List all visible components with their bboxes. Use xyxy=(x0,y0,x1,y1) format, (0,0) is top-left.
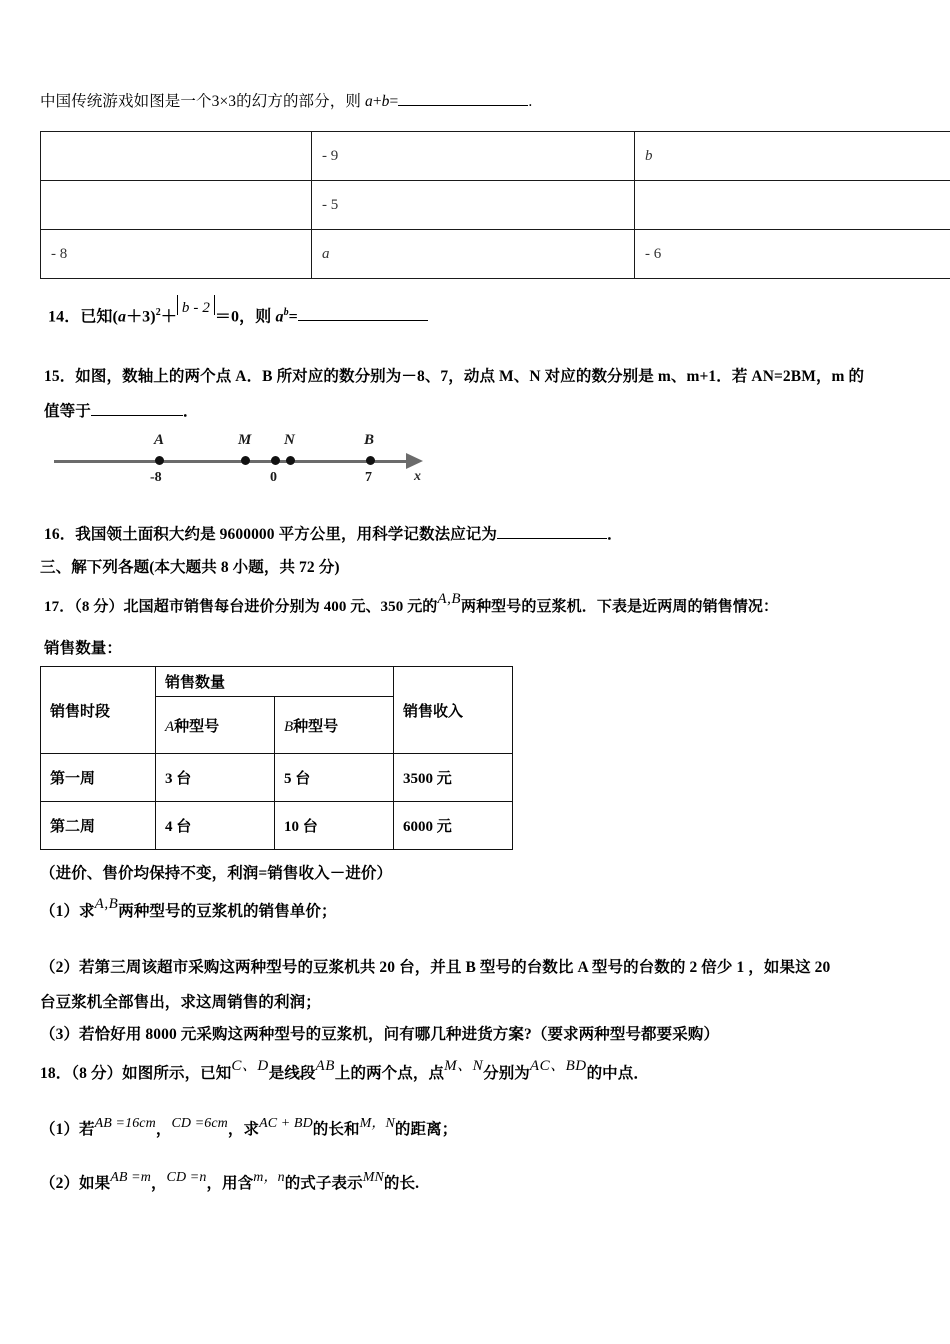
q18-lead-text: 18．（8 分）如图所示，已知 xyxy=(40,1065,232,1082)
question-17-sub1 xyxy=(40,896,337,924)
q14-number: 14． xyxy=(48,308,81,326)
q18-sub1-distance: 的距离； xyxy=(394,1121,458,1138)
table-row xyxy=(41,754,513,802)
q18-sub2-cd-value: CD =n xyxy=(166,1170,207,1185)
magic-cell-r2c1: a xyxy=(312,230,635,279)
q14-answer-blank[interactable] xyxy=(298,320,428,321)
point-value-origin: 0 xyxy=(270,470,277,485)
question-17-sub3: （3）若恰好用 8000 元采购这两种型号的豆浆机，问有哪几种进货方案?（要求两种型号都要采购） xyxy=(40,1026,720,1043)
q14-absolute-value: b - 2 xyxy=(177,297,215,320)
q14-known: 已知 xyxy=(80,308,113,326)
q14-inner-plus: ＋ xyxy=(126,308,143,326)
q18-segment-ab: AB xyxy=(315,1058,335,1074)
q17-lead-text: 17．（8 分）北国超市销售每台进价分别为 400 元、350 元的 xyxy=(44,599,438,615)
q17-lead-text-2: 两种型号的豆浆机．下表是近两周的销售情况： xyxy=(460,599,779,615)
q14-equals-zero: ＝0， xyxy=(214,308,256,326)
table-row xyxy=(41,802,513,850)
q13-var-b: b xyxy=(381,93,390,110)
row-1-income: 3500 元 xyxy=(394,754,513,802)
q15-line2-text: 值等于 xyxy=(44,403,91,420)
q14-result-exponent: b xyxy=(283,307,289,318)
question-17-stem xyxy=(44,591,779,619)
q18-sub1-ab-value: AB =16cm xyxy=(94,1116,156,1131)
question-18-sub1 xyxy=(40,1118,457,1141)
sales-table-caption: 销售数量： xyxy=(44,640,123,657)
q18-points-cd: C、D xyxy=(231,1058,269,1074)
q13-var-a: a xyxy=(364,93,373,110)
q18-sub2-express: 的式子表示 xyxy=(284,1175,363,1192)
q16-period: ． xyxy=(607,526,623,543)
q18-text-on: 上的两个点，点 xyxy=(334,1065,445,1082)
q18-sub2-using: ，用含 xyxy=(206,1175,254,1192)
point-label-b: B xyxy=(364,432,375,448)
question-17-sub2-line2: 台豆浆机全部售出，求这周销售的利润； xyxy=(40,994,321,1011)
magic-cell-r1c2 xyxy=(635,181,950,230)
table-row xyxy=(41,667,513,697)
arrow-icon xyxy=(406,453,423,469)
point-label-a: A xyxy=(154,432,165,448)
magic-cell-r0c1: - 9 xyxy=(312,132,635,181)
header-model-a xyxy=(156,697,275,754)
table-row xyxy=(41,230,950,279)
question-17-sub2-line1: （2）若第三周该超市采购这两种型号的豆浆机共 20 台，并且 B 型号的台数比 A 型号的台数的 2 倍少 1 ，如果这 20 xyxy=(40,959,831,976)
q18-sub2-ab-value: AB =m xyxy=(110,1170,151,1185)
q18-sub2-vars: m，n xyxy=(253,1170,285,1185)
q18-segments-ac-bd: AC、BD xyxy=(529,1058,587,1074)
point-label-n: N xyxy=(284,432,295,448)
q18-sub1-cd-value: CD =6cm xyxy=(171,1116,228,1131)
question-16-stem xyxy=(44,523,623,546)
axis-label-x: x xyxy=(414,469,421,484)
q17-models-math: A,B xyxy=(437,591,461,607)
section-3-heading: 三、解下列各题(本大题共 8 小题，共 72 分) xyxy=(40,559,340,576)
q18-points-mn: M、N xyxy=(444,1058,484,1074)
header-model-a-letter: A xyxy=(165,718,175,735)
q13-equals: = xyxy=(389,93,399,110)
q14-paren-open: ( xyxy=(112,308,118,326)
q18-sub1-length-and: 的长和 xyxy=(312,1121,360,1138)
q13-dimensions: 3×3 xyxy=(211,93,237,110)
row-2-model-a: 4 台 xyxy=(156,802,275,850)
header-income: 销售收入 xyxy=(394,667,513,754)
q17-sub1-text: （1）求 xyxy=(40,903,95,920)
q13-plus: + xyxy=(372,93,382,110)
q18-sub2-length: 的长. xyxy=(383,1175,420,1192)
q18-sub2-text: （2）如果 xyxy=(40,1175,111,1192)
magic-cell-r2c2: - 6 xyxy=(635,230,950,279)
point-dot-b xyxy=(366,456,375,465)
point-label-m: M xyxy=(238,432,252,448)
point-dot-origin xyxy=(271,456,280,465)
q15-answer-blank[interactable] xyxy=(91,415,183,416)
header-model-a-text: 种型号 xyxy=(174,718,220,735)
q14-result-base: a xyxy=(275,308,284,326)
number-line-figure xyxy=(40,424,460,496)
magic-cell-r0c2: b xyxy=(635,132,950,181)
point-value-b: 7 xyxy=(365,470,372,485)
q16-answer-blank[interactable] xyxy=(497,538,607,539)
magic-cell-r2c0: - 8 xyxy=(41,230,312,279)
question-14-stem xyxy=(48,300,428,329)
point-value-a: -8 xyxy=(150,470,162,485)
q18-sub1-text: （1）若 xyxy=(40,1121,95,1138)
header-model-b-text: 种型号 xyxy=(293,718,339,735)
q14-exponent-2: 2 xyxy=(155,307,161,318)
q18-sub1-comma: ， xyxy=(155,1121,172,1138)
q13-answer-blank[interactable] xyxy=(398,105,528,106)
table-row xyxy=(41,132,950,181)
q14-three-close: 3) xyxy=(142,308,156,326)
header-model-b-letter: B xyxy=(284,718,294,735)
q18-text-segment: 是线段 xyxy=(268,1065,316,1082)
q13-period: . xyxy=(528,93,533,110)
header-period: 销售时段 xyxy=(41,667,156,754)
q14-result-equals: = xyxy=(288,308,298,326)
sales-table xyxy=(40,666,513,850)
magic-square-table xyxy=(40,131,950,279)
q18-sub1-find: ，求 xyxy=(227,1121,260,1138)
q16-text: 16．我国领土面积大约是 9600000 平方公里，用科学记数法应记为 xyxy=(44,526,498,543)
header-quantity: 销售数量 xyxy=(156,667,394,697)
point-dot-n xyxy=(286,456,295,465)
header-model-b xyxy=(275,697,394,754)
q18-sub2-mn: MN xyxy=(362,1170,384,1185)
row-2-model-b: 10 台 xyxy=(275,802,394,850)
q13-prefix: 中国传统游戏如图是一个 xyxy=(40,93,212,110)
q18-text-are: 分别为 xyxy=(483,1065,530,1082)
row-1-period: 第一周 xyxy=(41,754,156,802)
number-line-axis xyxy=(54,460,409,463)
q17-sub1-math: A,B xyxy=(94,896,119,912)
point-dot-m xyxy=(241,456,250,465)
row-2-period: 第二周 xyxy=(41,802,156,850)
q14-var-a: a xyxy=(117,308,127,326)
question-18-stem xyxy=(40,1058,649,1086)
q18-sub2-comma: ， xyxy=(150,1175,167,1192)
magic-cell-r1c0 xyxy=(41,181,312,230)
q14-plus: ＋ xyxy=(160,308,177,326)
magic-cell-r0c0 xyxy=(41,132,312,181)
row-1-model-b: 5 台 xyxy=(275,754,394,802)
question-18-sub2 xyxy=(40,1172,419,1195)
question-17-note: （进价、售价均保持不变，利润=销售收入－进价） xyxy=(40,865,393,882)
table-row xyxy=(41,181,950,230)
point-dot-a xyxy=(155,456,164,465)
q18-sub1-points-mn: M，N xyxy=(359,1116,395,1131)
q13-mid-text: 的幻方的部分，则 xyxy=(236,93,361,110)
question-15-line2 xyxy=(44,400,198,423)
q17-sub1-text-2: 两种型号的豆浆机的销售单价； xyxy=(118,903,337,920)
question-13-stem xyxy=(40,90,532,113)
q14-then: 则 xyxy=(255,308,272,326)
q15-period: ． xyxy=(182,403,199,420)
row-1-model-a: 3 台 xyxy=(156,754,275,802)
row-2-income: 6000 元 xyxy=(394,802,513,850)
magic-cell-r1c1: - 5 xyxy=(312,181,635,230)
q18-sub1-expression: AC + BD xyxy=(259,1116,313,1131)
question-15-line1: 15．如图，数轴上的两个点 A．B 所对应的数分别为－8、7，动点 M、N 对应的数分别是 m、m+1．若 AN=2BM，m 的 xyxy=(44,368,865,385)
q18-text-midpoint: 的中点． xyxy=(586,1065,649,1082)
